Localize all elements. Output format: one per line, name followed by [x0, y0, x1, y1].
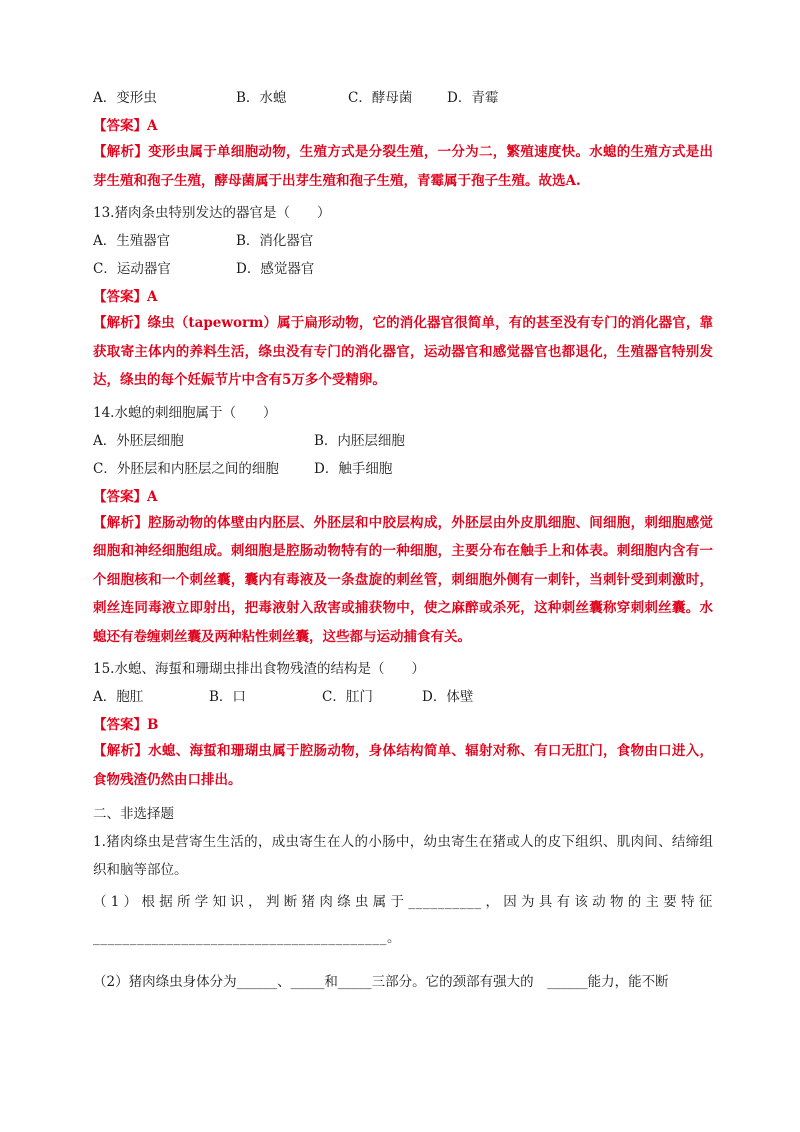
q13-stem: 13.猪肉条虫特别发达的器官是（ ） — [93, 205, 331, 221]
q12-explanation: 【解析】变形虫属于单细胞动物，生殖方式是分裂生殖，一分为二，繁殖速度快。水螅的生殖方式是出芽生殖和孢子生殖，酵母菌属于出芽生殖和孢子生殖，青霉属于孢子生殖。故选A. — [93, 144, 713, 189]
q15-option-b: B．口 — [209, 689, 246, 705]
q12-options — [93, 88, 713, 108]
q12-option-d: D．青霉 — [447, 90, 499, 106]
q15-option-d: D．体壁 — [422, 689, 474, 705]
q14-explanation: 【解析】腔肠动物的体壁由内胚层、外胚层和中胶层构成，外胚层由外皮肌细胞、间细胞，刺细胞感觉细胞和神经细胞组成。刺细胞是腔肠动物特有的一种细胞，主要分布在触手上和体表。刺细胞内含有一个细胞核和一个刺丝囊，囊内有毒液及一条盘旋的刺丝管，刺细胞外侧有一刺针，当刺针受到刺激时，刺丝连同毒液立即射出，把毒液射入敌害或捕获物中，使之麻醉或杀死，这种刺丝囊称穿刺刺丝囊。水螅还有卷缠刺丝囊及两种粘性刺丝囊，这些都与运动捕食有关。 — [93, 514, 713, 645]
q14-option-b: B．内胚层细胞 — [314, 432, 405, 449]
q14-options-row1 — [93, 431, 713, 451]
q13-option-a: A．生殖器官 — [93, 233, 171, 249]
q14-option-d: D．触手细胞 — [314, 460, 393, 477]
q12-answer: 【答案】A — [93, 118, 158, 134]
q12-option-b: B．水螅 — [236, 90, 287, 106]
q13-explanation: 【解析】绦虫（tapeworm）属于扁形动物，它的消化器官很简单，有的甚至没有专门的消化器官，靠获取寄主体内的养料生活，绦虫没有专门的消化器官，运动器官和感觉器官也都退化，生殖器官特别发达，绦虫的每个妊娠节片中含有5万多个受精卵。 — [93, 315, 713, 388]
q15-option-c: C．肛门 — [322, 689, 373, 705]
section-heading: 二、非选择题 — [93, 806, 174, 822]
q12-option-a: A．变形虫 — [93, 90, 157, 106]
q13-option-c: C．运动器官 — [93, 261, 171, 277]
q14-option-c: C．外胚层和内胚层之间的细胞 — [93, 460, 279, 477]
q12-option-c: C．酵母菌 — [348, 90, 413, 106]
q14-option-a: A．外胚层细胞 — [93, 432, 184, 449]
q15-answer: 【答案】B — [93, 717, 159, 733]
q1-sub2: （2）猪肉绦虫身体分为______、_____和_____三部分。它的颈部有强大的 ______能力，能不断 — [93, 974, 669, 990]
q14-stem: 14.水螅的刺细胞属于（ ） — [93, 404, 277, 421]
q14-options-row2 — [93, 459, 713, 479]
q1-intro: 1.猪肉绦虫是营寄生生活的，成虫寄生在人的小肠中，幼虫寄生在猪或人的皮下组织、肌肉间、结缔组织和脑等部位。 — [93, 834, 713, 878]
q15-explanation: 【解析】水螅、海蜇和珊瑚虫属于腔肠动物，身体结构简单、辐射对称、有口无肛门，食物由口进入，食物残渣仍然由口排出。 — [93, 743, 713, 788]
q15-stem: 15.水螅、海蜇和珊瑚虫排出食物残渣的结构是（ ） — [93, 661, 425, 677]
document-page — [93, 88, 713, 996]
q14-answer: 【答案】A — [93, 488, 158, 505]
q15-options — [93, 687, 713, 707]
q15-option-a: A．胞肛 — [93, 689, 144, 705]
q13-options-row2 — [93, 259, 713, 279]
q13-answer: 【答案】A — [93, 289, 158, 305]
q13-option-b: B．消化器官 — [236, 233, 314, 249]
q1-sub1: （1）根据所学知识，判断猪肉绦虫属于__________，因为具有该动物的主要特征________________________________________。 — [93, 894, 713, 946]
q13-options-row1 — [93, 231, 713, 251]
q13-option-d: D．感觉器官 — [236, 261, 315, 277]
